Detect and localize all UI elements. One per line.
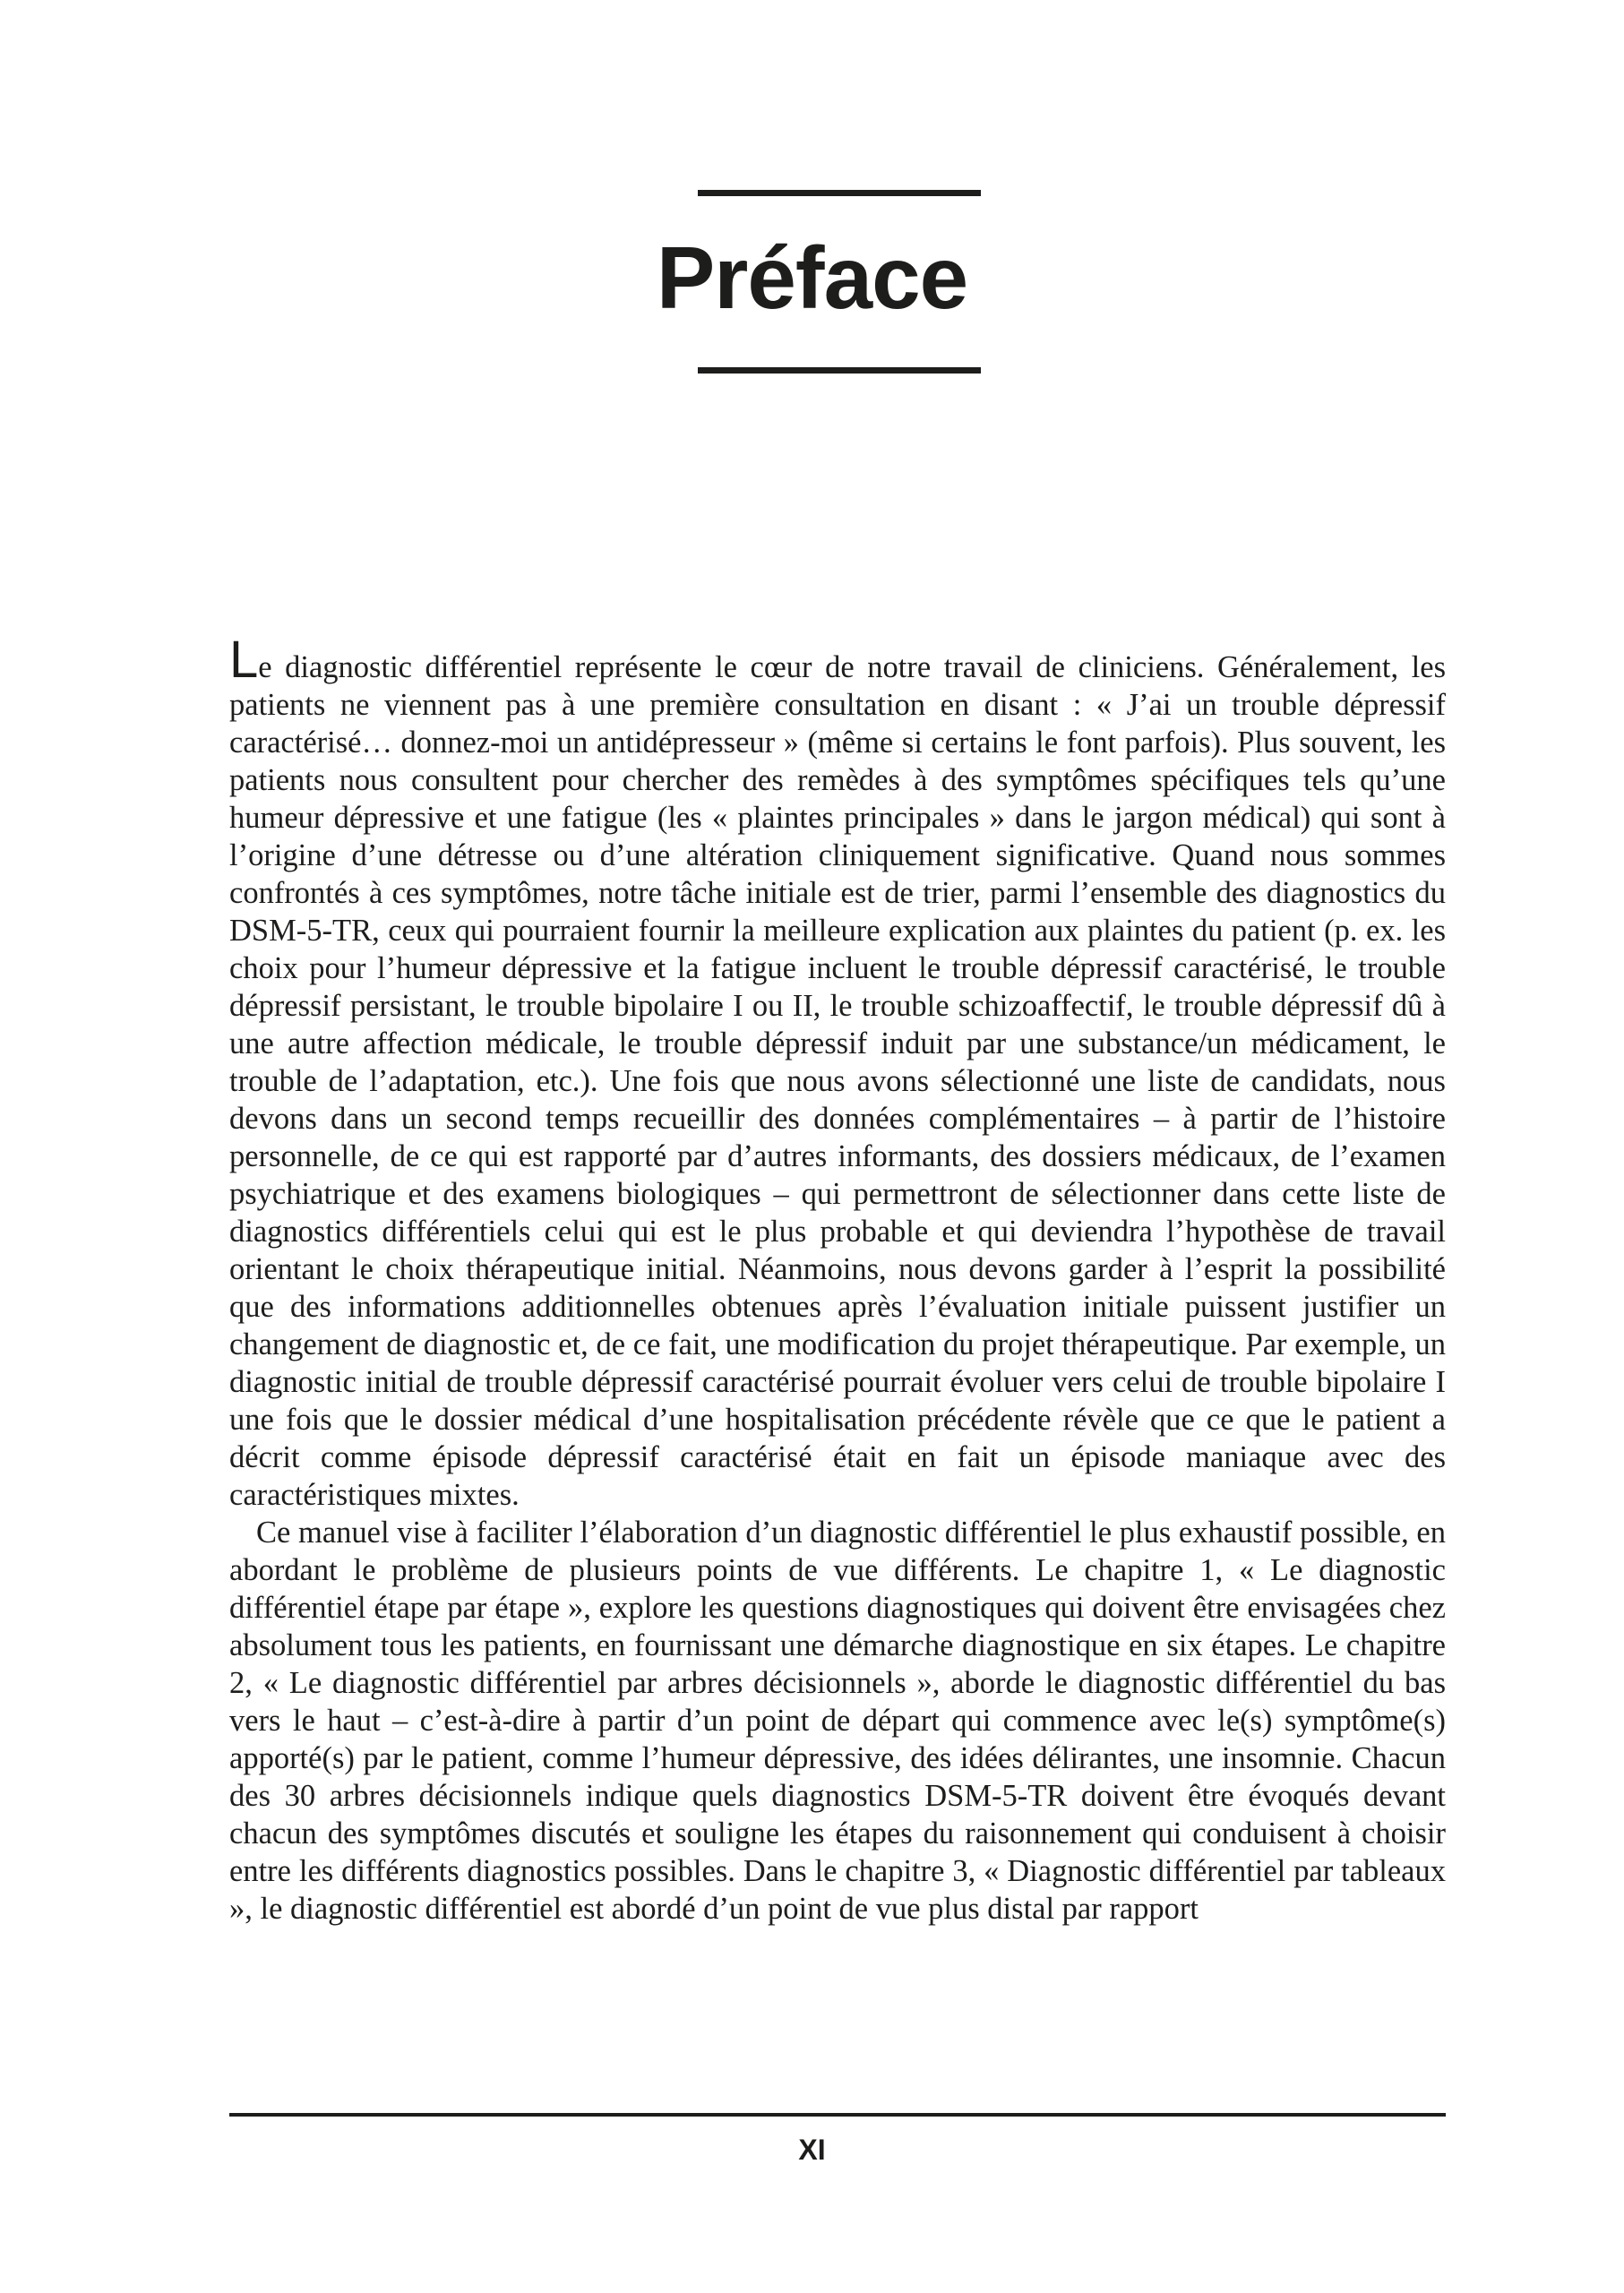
paragraph-1-text: e diagnostic différentiel représente le cœur de notre travail de cliniciens. Généralement, les patients ne viennent pas à une première consultation en disant : « J’ai un trouble dépressif caractérisé… donnez-moi un antidépresseur » (même si certains le font parfois). Plus souvent, les patients nous consultent pour chercher des remèdes à des symptômes spécifiques tels qu’une humeur dépressive et une fatigue (les « plaintes principales » dans le jargon médical) qui sont à l’origine d’une détresse ou d’une altération cliniquement significative. Quand nous sommes confrontés à ces symptômes, notre tâche initiale est de trier, parmi l’ensemble des diagnostics du DSM-5-TR, ceux qui pourraient fournir la meilleure explication aux plaintes du patient (p. ex. les choix pour l’humeur dépressive et la fatigue incluent le trouble dépressif caractérisé, le trouble dépressif persistant, le trouble bipolaire I ou II, le trouble schizoaffectif, le trouble dépressif dû à une autre affection médicale, le trouble dépressif induit par une substance/un médicament, le trouble de l’adaptation, etc.). Une fois que nous avons sélectionné une liste de candidats, nous devons dans un second temps recueillir des données complémentaires – à partir de l’histoire personnelle, de ce qui est rapporté par d’autres informants, des dossiers médicaux, de l’examen psychiatrique et des examens biologiques – qui permettront de sélectionner dans cette liste de diagnostics différentiels celui qui est le plus probable et qui deviendra l’hypothèse de travail orientant le choix thérapeutique initial. Néanmoins, nous devons garder à l’esprit la possibilité que des informations additionnelles obtenues après l’évaluation initiale puissent justifier un changement de diagnostic et, de ce fait, une modification du projet thérapeutique. Par exemple, un diagnostic initial de trouble dépressif caractérisé pourrait évoluer vers celui de trouble bipolaire I une fois que le dossier médical d’une hospitalisation précédente révèle que ce que le patient a décrit comme épisode dépressif caractérisé était en fait un épisode maniaque avec des caractéristiques mixtes. [229,650,1446,1512]
paragraph-2: Ce manuel vise à faciliter l’élaboration d’un diagnostic différentiel le plus exhaustif possible, en abordant le problème de plusieurs points de vue différents. Le chapitre 1, « Le diagnostic différentiel étape par étape », explore les questions diagnostiques qui doivent être envisagées chez absolument tous les patients, en fournissant une démarche diagnostique en six étapes. Le chapitre 2, « Le diagnostic différentiel par arbres décisionnels », aborde le diagnostic différentiel du bas vers le haut – c’est-à-dire à partir d’un point de départ qui commence avec le(s) symptôme(s) apporté(s) par le patient, comme l’humeur dépressive, des idées délirantes, une insomnie. Chacun des 30 arbres décisionnels indique quels diagnostics DSM-5-TR doivent être évoqués devant chacun des symptômes discutés et souligne les étapes du raisonnement qui conduisent à choisir entre les différents diagnostics possibles. Dans le chapitre 3, « Diagnostic différentiel par tableaux », le diagnostic différentiel est abordé d’un point de vue plus distal par rapport [229,1516,1446,1926]
body-text [229,631,1446,1928]
footer-rule [229,2113,1446,2117]
drop-cap: L [229,631,259,689]
page-number: XI [798,2134,826,2166]
title-rule-bottom [698,367,981,374]
paragraph-1 [229,631,1446,1514]
page-title: Préface [656,228,968,327]
title-rule-top [698,190,981,196]
